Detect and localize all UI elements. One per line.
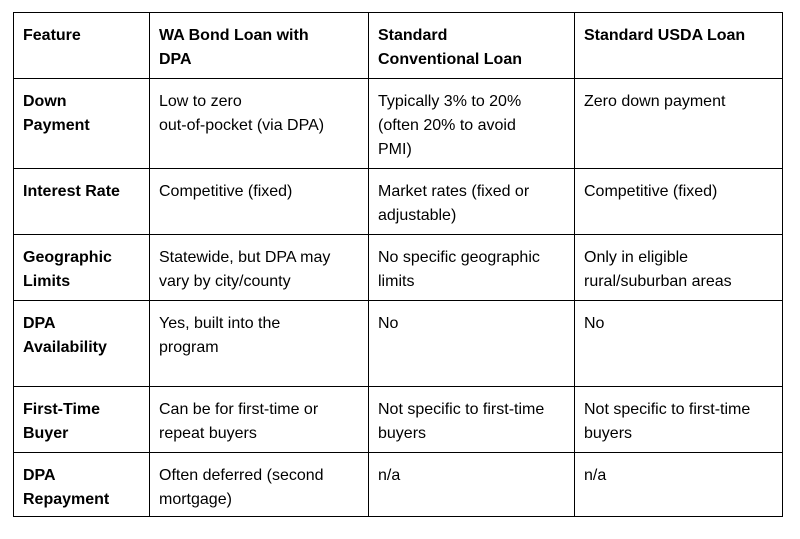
header-row [14,13,783,79]
cell-line: Market rates (fixed or [378,183,530,200]
cell-line: out-of-pocket (via DPA) [159,117,325,134]
cell-line: buyers [584,425,633,442]
cell-line: n/a [584,467,607,484]
cell-line: Availability [23,339,107,356]
cell-wa-bond [150,169,369,235]
cell-usda [575,235,783,301]
header-conventional [369,13,575,79]
cell-line: Low to zero [159,93,242,110]
cell-line: No [584,315,605,332]
cell-line: Competitive (fixed) [159,183,293,200]
header-wa-bond-line: WA Bond Loan with [159,27,309,44]
cell-line: Not specific to first-time [378,401,545,418]
cell-line: rural/suburban areas [584,273,732,290]
cell-line: PMI) [378,141,412,158]
row-header-geographic-limits [14,235,150,301]
cell-line: mortgage) [159,491,232,508]
table-row [14,169,783,235]
cell-line: adjustable) [378,207,457,224]
cell-wa-bond [150,301,369,387]
header-conventional-line: Conventional Loan [378,51,522,68]
cell-line: Often deferred (second [159,467,324,484]
cell-line: Geographic [23,249,112,266]
cell-line: First-Time [23,401,101,418]
cell-line: Payment [23,117,90,134]
cell-usda [575,301,783,387]
cell-usda [575,453,783,517]
table-row [14,387,783,453]
cell-conventional [369,301,575,387]
cell-conventional [369,79,575,169]
cell-line: limits [378,273,415,290]
header-feature-line: Feature [23,27,81,44]
table-row [14,235,783,301]
cell-line: vary by city/county [159,273,291,290]
row-header-dpa-repayment [14,453,150,517]
cell-line: (often 20% to avoid [378,117,516,134]
cell-conventional [369,235,575,301]
cell-line: program [159,339,219,356]
cell-usda [575,169,783,235]
cell-line: Statewide, but DPA may [159,249,331,266]
cell-line: DPA [23,467,56,484]
row-header-down-payment [14,79,150,169]
cell-line: Zero down payment [584,93,726,110]
cell-wa-bond [150,387,369,453]
cell-wa-bond [150,453,369,517]
cell-conventional [369,453,575,517]
cell-wa-bond [150,235,369,301]
cell-line: DPA [23,315,56,332]
cell-line: No specific geographic [378,249,540,266]
table-row [14,79,783,169]
header-usda [575,13,783,79]
cell-usda [575,79,783,169]
cell-line: Limits [23,273,71,290]
cell-line: Competitive (fixed) [584,183,718,200]
loan-comparison-table [13,12,783,517]
cell-line: repeat buyers [159,425,257,442]
cell-line: Not specific to first-time [584,401,751,418]
cell-conventional [369,169,575,235]
header-wa-bond-line: DPA [159,51,192,68]
cell-line: Only in eligible [584,249,689,266]
cell-conventional [369,387,575,453]
table-row [14,301,783,387]
header-feature [14,13,150,79]
row-header-interest-rate [14,169,150,235]
cell-line: buyers [378,425,427,442]
cell-line: Interest Rate [23,183,120,200]
header-wa-bond [150,13,369,79]
cell-line: No [378,315,399,332]
cell-line: Down [23,93,67,110]
cell-line: Yes, built into the [159,315,281,332]
row-header-first-time-buyer [14,387,150,453]
cell-line: Buyer [23,425,69,442]
row-header-dpa-availability [14,301,150,387]
cell-line: n/a [378,467,401,484]
cell-wa-bond [150,79,369,169]
header-conventional-line: Standard [378,27,448,44]
cell-usda [575,387,783,453]
header-usda-line: Standard USDA Loan [584,27,746,44]
cell-line: Typically 3% to 20% [378,93,522,110]
table-row [14,453,783,517]
cell-line: Can be for first-time or [159,401,319,418]
cell-line: Repayment [23,491,110,508]
